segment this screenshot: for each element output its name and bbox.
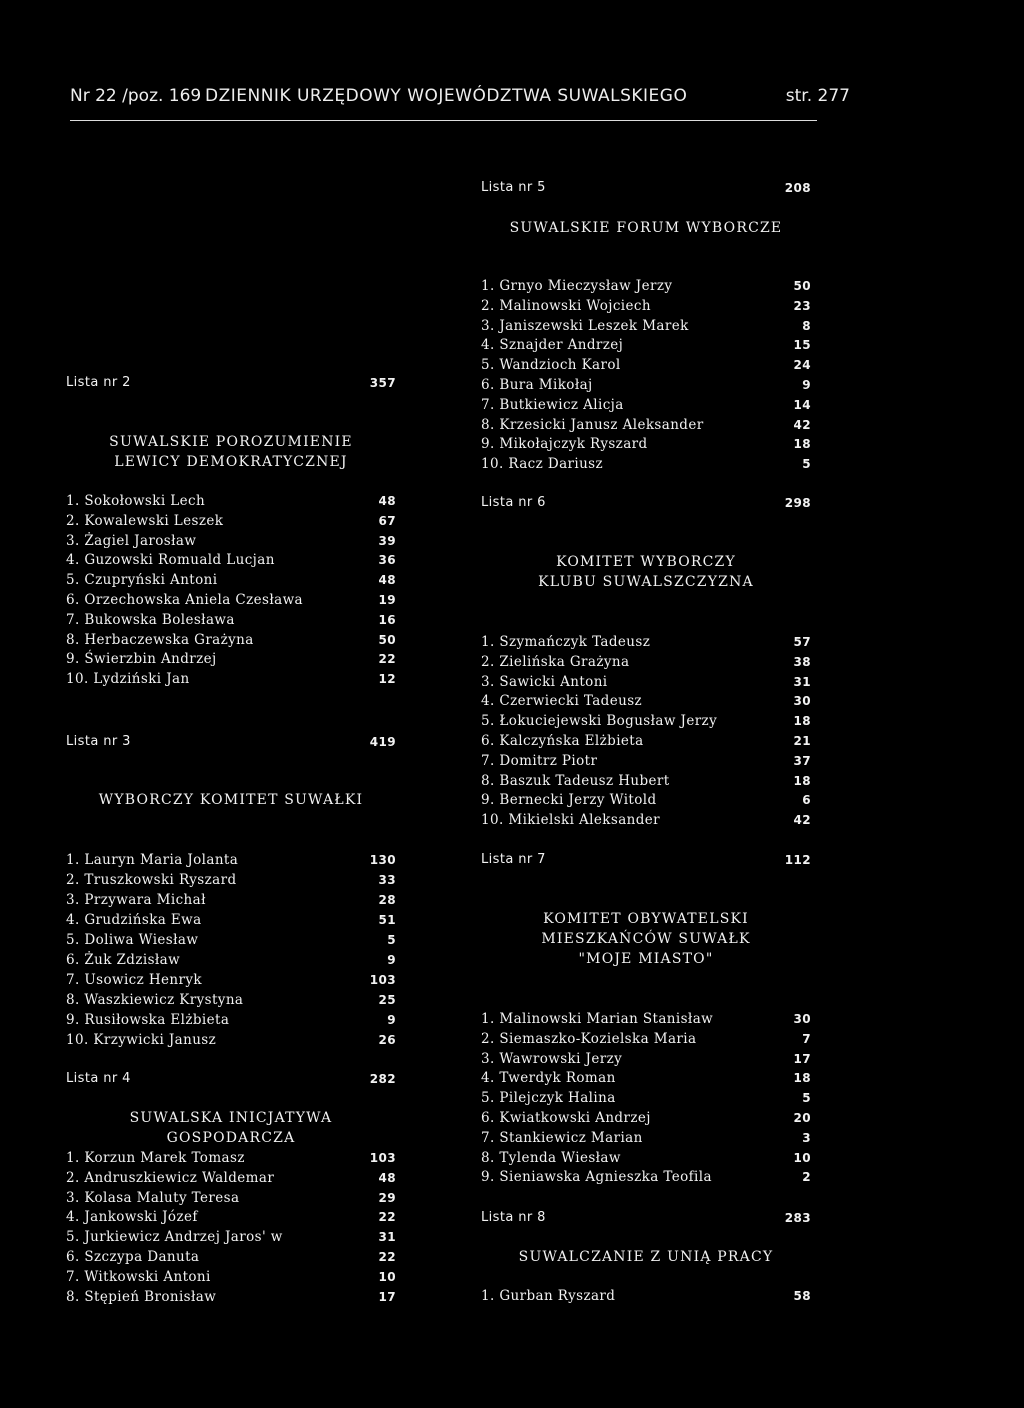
candidate-name: 7. Witkowski Antoni bbox=[66, 1268, 211, 1285]
candidate-row bbox=[66, 590, 396, 610]
candidate-votes: 50 bbox=[793, 279, 811, 293]
candidate-votes: 42 bbox=[793, 417, 811, 432]
candidate-votes: 14 bbox=[793, 397, 811, 412]
candidate-name: 9. Rusiłowska Elżbieta bbox=[66, 1012, 230, 1028]
candidate-row bbox=[66, 274, 396, 294]
list-header bbox=[481, 850, 811, 870]
candidate-row bbox=[481, 652, 811, 672]
candidate-votes: 15 bbox=[793, 338, 811, 353]
candidate-votes: 21 bbox=[793, 734, 811, 748]
list-label: Lista nr 6 bbox=[481, 495, 546, 510]
candidate-row bbox=[66, 990, 396, 1010]
candidate-row bbox=[66, 1010, 396, 1030]
candidate-name: 3. Janiszewski Leszek Marek bbox=[481, 317, 689, 334]
candidate-row bbox=[66, 890, 396, 910]
candidate-name: 3. Sawicki Antoni bbox=[481, 673, 608, 690]
candidate-row bbox=[66, 970, 396, 990]
candidate-row bbox=[66, 491, 396, 511]
candidate-name: 6. Bura Mikołaj bbox=[481, 377, 593, 393]
candidate-votes: 19 bbox=[378, 593, 396, 607]
candidate-name: 2. Truszkowski Ryszard bbox=[66, 872, 237, 888]
candidate-votes: 12 bbox=[378, 672, 396, 687]
candidate-row bbox=[481, 751, 811, 771]
candidate-row bbox=[481, 1088, 811, 1108]
candidate-row bbox=[481, 790, 811, 810]
candidate-row bbox=[66, 511, 396, 531]
candidate-name: 7. Butkiewicz Alicja bbox=[481, 396, 624, 413]
candidate-votes: 31 bbox=[793, 674, 811, 689]
candidate-name: 5. Łokuciejewski Bogusław Jerzy bbox=[481, 713, 718, 730]
list-total: 208 bbox=[784, 181, 811, 195]
candidate-votes: 22 bbox=[378, 1250, 396, 1264]
list-total: 282 bbox=[369, 1072, 396, 1086]
candidate-row bbox=[481, 1148, 811, 1168]
candidate-votes: 20 bbox=[793, 1111, 811, 1125]
candidate-votes: 7 bbox=[802, 1031, 811, 1046]
candidate-row bbox=[66, 294, 396, 314]
page-number: str. 277 bbox=[785, 86, 850, 106]
candidate-row bbox=[66, 175, 396, 195]
list-total: 298 bbox=[784, 496, 811, 510]
candidate-name: 2. Malinowski Wojciech bbox=[481, 297, 651, 314]
candidate-name: 9. Bernecki Jerzy Witold bbox=[481, 792, 657, 809]
candidate-votes: 37 bbox=[793, 753, 811, 768]
candidate-name: 4. Grudzińska Ewa bbox=[66, 912, 202, 928]
candidate-name: 1. Korzun Marek Tomasz bbox=[66, 1150, 245, 1166]
candidate-name: 1. Malinowski Marian Stanisław bbox=[481, 1011, 714, 1027]
candidate-row bbox=[66, 630, 396, 650]
candidate-name: 10. Racz Dariusz bbox=[481, 456, 604, 473]
candidate-name: 2. Andruszkiewicz Waldemar bbox=[66, 1169, 275, 1186]
candidate-votes: 5 bbox=[387, 933, 396, 947]
candidate-row bbox=[481, 1029, 811, 1049]
list-label: Lista nr 8 bbox=[481, 1210, 546, 1225]
candidate-row bbox=[481, 454, 811, 474]
candidate-row bbox=[481, 296, 811, 316]
committee-name: SUWALSKIE POROZUMIENIE bbox=[109, 434, 353, 450]
candidate-name: 6. Szczypa Danuta bbox=[66, 1249, 200, 1265]
list-label: Lista nr 5 bbox=[481, 180, 546, 195]
candidate-row bbox=[481, 632, 811, 652]
candidate-row bbox=[66, 570, 396, 590]
candidate-name: 8. Herbaczewska Grażyna bbox=[66, 631, 254, 648]
candidate-row bbox=[481, 810, 811, 830]
left-column bbox=[66, 0, 396, 1408]
list-label: Lista nr 2 bbox=[66, 375, 131, 390]
candidate-name: 10. Mikielski Aleksander bbox=[481, 812, 661, 829]
candidate-row bbox=[481, 672, 811, 692]
candidate-votes: 29 bbox=[378, 1190, 396, 1205]
journal-title: DZIENNIK URZĘDOWY WOJEWÓDZTWA SUWALSKIEGO bbox=[205, 86, 688, 106]
committee-name: "MOJE MIASTO" bbox=[578, 951, 714, 967]
candidate-row bbox=[481, 1167, 811, 1187]
candidate-row bbox=[66, 930, 396, 950]
candidate-name: 9. Sieniawska Agnieszka Teofila bbox=[481, 1169, 712, 1186]
candidate-name: 4. Jankowski Józef bbox=[66, 1209, 198, 1226]
candidate-name: 1. Lauryn Maria Jolanta bbox=[66, 852, 239, 868]
candidate-row bbox=[481, 731, 811, 751]
committee-name: SUWALCZANIE Z UNIĄ PRACY bbox=[518, 1249, 774, 1265]
candidate-votes: 103 bbox=[369, 973, 396, 987]
candidate-votes: 6 bbox=[802, 793, 811, 808]
list-header bbox=[66, 1069, 396, 1089]
candidate-row bbox=[481, 711, 811, 731]
candidate-row bbox=[481, 691, 811, 711]
candidate-votes: 30 bbox=[793, 1012, 811, 1026]
candidate-name: 6. Orzechowska Aniela Czesława bbox=[66, 592, 303, 608]
candidate-votes: 18 bbox=[793, 1071, 811, 1086]
candidate-votes: 24 bbox=[793, 358, 811, 373]
candidate-name: 5. Pilejczyk Halina bbox=[481, 1090, 616, 1107]
candidate-votes: 31 bbox=[378, 1230, 396, 1245]
candidate-votes: 48 bbox=[378, 1170, 396, 1185]
candidate-row bbox=[66, 550, 396, 570]
candidate-votes: 9 bbox=[387, 953, 396, 967]
candidate-row bbox=[481, 395, 811, 415]
candidate-name: 1. Szymańczyk Tadeusz bbox=[481, 634, 651, 650]
committee-name: MIESZKAŃCÓW SUWAŁK bbox=[541, 931, 751, 947]
candidate-votes: 18 bbox=[793, 773, 811, 788]
candidate-row bbox=[66, 195, 396, 215]
candidate-name: 9. Świerzbin Andrzej bbox=[66, 651, 217, 668]
committee-name: KOMITET OBYWATELSKI bbox=[543, 911, 749, 927]
candidate-row bbox=[66, 1030, 396, 1050]
candidate-row bbox=[66, 610, 396, 630]
candidate-votes: 10 bbox=[378, 1269, 396, 1284]
candidate-name: 9. Mikołajczyk Ryszard bbox=[481, 436, 648, 453]
list-label: Lista nr 3 bbox=[66, 734, 131, 749]
committee-name: KLUBU SUWALSZCZYZNA bbox=[538, 574, 754, 590]
candidate-name: 8. Waszkiewicz Krystyna bbox=[66, 992, 244, 1008]
candidate-row bbox=[66, 314, 396, 334]
candidate-row bbox=[481, 316, 811, 336]
candidate-votes: 9 bbox=[802, 378, 811, 392]
candidate-votes: 5 bbox=[802, 457, 811, 472]
list-header bbox=[481, 1208, 811, 1228]
candidate-row bbox=[66, 215, 396, 235]
candidate-name: 6. Kalczyńska Elżbieta bbox=[481, 733, 644, 749]
candidate-name: 5. Czupryński Antoni bbox=[66, 572, 218, 589]
candidate-name: 4. Sznajder Andrzej bbox=[481, 337, 624, 354]
candidate-name: 10. Krzywicki Janusz bbox=[66, 1032, 217, 1048]
committee-name: SUWALSKIE FORUM WYBORCZE bbox=[509, 220, 783, 236]
candidate-name: 5. Wandzioch Karol bbox=[481, 357, 621, 374]
candidate-votes: 38 bbox=[793, 654, 811, 669]
candidate-votes: 36 bbox=[378, 553, 396, 568]
candidate-row bbox=[66, 1148, 396, 1168]
candidate-votes: 16 bbox=[378, 612, 396, 627]
candidate-row bbox=[481, 335, 811, 355]
candidate-votes: 67 bbox=[378, 513, 396, 528]
candidate-name: 7. Domitrz Piotr bbox=[481, 752, 598, 769]
candidate-row bbox=[481, 1068, 811, 1088]
candidate-name: 4. Czerwiecki Tadeusz bbox=[481, 693, 643, 710]
candidate-votes: 33 bbox=[378, 873, 396, 887]
candidate-votes: 28 bbox=[378, 893, 396, 907]
candidate-name: 8. Krzesicki Janusz Aleksander bbox=[481, 416, 704, 433]
list-total: 112 bbox=[784, 853, 811, 867]
committee-name: KOMITET WYBORCZY bbox=[556, 554, 736, 570]
candidate-votes: 50 bbox=[378, 632, 396, 647]
list-header bbox=[481, 493, 811, 513]
candidate-row bbox=[66, 531, 396, 551]
candidate-name: 3. Przywara Michał bbox=[66, 892, 206, 908]
candidate-votes: 58 bbox=[793, 1289, 811, 1303]
candidate-votes: 39 bbox=[378, 533, 396, 548]
candidate-votes: 17 bbox=[793, 1051, 811, 1066]
candidate-name: 10. Lydziński Jan bbox=[66, 671, 190, 688]
candidate-row bbox=[481, 355, 811, 375]
candidate-votes: 18 bbox=[793, 437, 811, 452]
candidate-row bbox=[66, 1188, 396, 1208]
candidate-votes: 9 bbox=[387, 1013, 396, 1027]
candidate-name: 2. Kowalewski Leszek bbox=[66, 512, 224, 529]
candidate-row bbox=[481, 1286, 811, 1306]
candidate-name: 6. Kwiatkowski Andrzej bbox=[481, 1110, 651, 1126]
candidate-votes: 18 bbox=[793, 714, 811, 729]
candidate-name: 1. Sokołowski Lech bbox=[66, 493, 206, 509]
candidate-name: 4. Twerdyk Roman bbox=[481, 1070, 616, 1087]
candidate-row bbox=[66, 870, 396, 890]
candidate-row bbox=[66, 649, 396, 669]
committee-name: WYBORCZY KOMITET SUWAŁKI bbox=[98, 792, 364, 808]
candidate-row bbox=[481, 415, 811, 435]
candidate-name: 5. Jurkiewicz Andrzej Jaros' w bbox=[66, 1229, 283, 1246]
candidate-votes: 51 bbox=[378, 913, 396, 927]
candidate-name: 8. Tylenda Wiesław bbox=[481, 1149, 621, 1166]
candidate-name: 2. Siemaszko-Kozielska Maria bbox=[481, 1030, 697, 1047]
candidate-row bbox=[66, 669, 396, 689]
candidate-votes: 10 bbox=[793, 1150, 811, 1165]
candidate-votes: 48 bbox=[378, 573, 396, 588]
candidate-row bbox=[481, 1108, 811, 1128]
candidate-row bbox=[66, 1227, 396, 1247]
candidate-votes: 3 bbox=[802, 1130, 811, 1145]
candidate-name: 7. Usowicz Henryk bbox=[66, 972, 202, 988]
list-header bbox=[481, 178, 811, 198]
candidate-name: 8. Stępień Bronisław bbox=[66, 1288, 217, 1305]
candidate-row bbox=[66, 1247, 396, 1267]
candidate-votes: 23 bbox=[793, 298, 811, 313]
candidate-name: 7. Stankiewicz Marian bbox=[481, 1129, 643, 1146]
candidate-row bbox=[66, 1287, 396, 1307]
candidate-row bbox=[66, 254, 396, 274]
list-total: 357 bbox=[369, 376, 396, 390]
candidate-votes: 42 bbox=[793, 813, 811, 828]
candidate-votes: 48 bbox=[378, 494, 396, 508]
candidate-row bbox=[66, 1168, 396, 1188]
candidate-row bbox=[66, 910, 396, 930]
candidate-votes: 22 bbox=[378, 652, 396, 667]
candidate-votes: 17 bbox=[378, 1289, 396, 1304]
candidate-name: 2. Zielińska Grażyna bbox=[481, 653, 630, 670]
candidate-votes: 57 bbox=[793, 635, 811, 649]
committee-name: LEWICY DEMOKRATYCZNEJ bbox=[114, 454, 348, 470]
candidate-row bbox=[481, 1049, 811, 1069]
list-header bbox=[66, 373, 396, 393]
list-header bbox=[66, 732, 396, 752]
candidate-name: 6. Żuk Zdzisław bbox=[66, 952, 181, 968]
candidate-row bbox=[66, 850, 396, 870]
candidate-name: 4. Guzowski Romuald Lucjan bbox=[66, 552, 275, 569]
candidate-row bbox=[481, 1128, 811, 1148]
candidate-votes: 5 bbox=[802, 1091, 811, 1106]
candidate-votes: 2 bbox=[802, 1170, 811, 1185]
candidate-votes: 22 bbox=[378, 1210, 396, 1225]
candidate-row bbox=[481, 375, 811, 395]
list-total: 419 bbox=[369, 735, 396, 749]
candidate-votes: 8 bbox=[802, 318, 811, 333]
list-label: Lista nr 4 bbox=[66, 1071, 131, 1086]
candidate-row bbox=[481, 1009, 811, 1029]
candidate-name: 8. Baszuk Tadeusz Hubert bbox=[481, 772, 670, 789]
candidate-row bbox=[66, 950, 396, 970]
candidate-votes: 103 bbox=[369, 1151, 396, 1165]
right-column bbox=[481, 0, 811, 1408]
candidate-votes: 26 bbox=[378, 1033, 396, 1047]
candidate-name: 3. Wawrowski Jerzy bbox=[481, 1050, 623, 1067]
candidate-votes: 25 bbox=[378, 993, 396, 1007]
candidate-row bbox=[481, 771, 811, 791]
candidate-row bbox=[66, 1267, 396, 1287]
candidate-votes: 30 bbox=[793, 694, 811, 709]
candidate-votes: 130 bbox=[369, 853, 396, 867]
candidate-row bbox=[481, 434, 811, 454]
issue-number: Nr 22 /poz. 169 bbox=[70, 86, 202, 106]
list-label: Lista nr 7 bbox=[481, 852, 546, 867]
candidate-row bbox=[66, 1207, 396, 1227]
candidate-name: 1. Gurban Ryszard bbox=[481, 1288, 616, 1304]
candidate-name: 3. Kolasa Maluty Teresa bbox=[66, 1189, 240, 1206]
committee-name: SUWALSKA INICJATYWA GOSPODARCZA bbox=[129, 1110, 333, 1146]
candidate-name: 5. Doliwa Wiesław bbox=[66, 932, 199, 948]
candidate-row bbox=[66, 234, 396, 254]
list-total: 283 bbox=[784, 1211, 811, 1225]
candidate-name: 1. Grnyo Mieczysław Jerzy bbox=[481, 278, 673, 294]
candidate-name: 3. Żagiel Jarosław bbox=[66, 532, 197, 549]
candidate-name: 7. Bukowska Bolesława bbox=[66, 611, 235, 628]
candidate-row bbox=[481, 276, 811, 296]
